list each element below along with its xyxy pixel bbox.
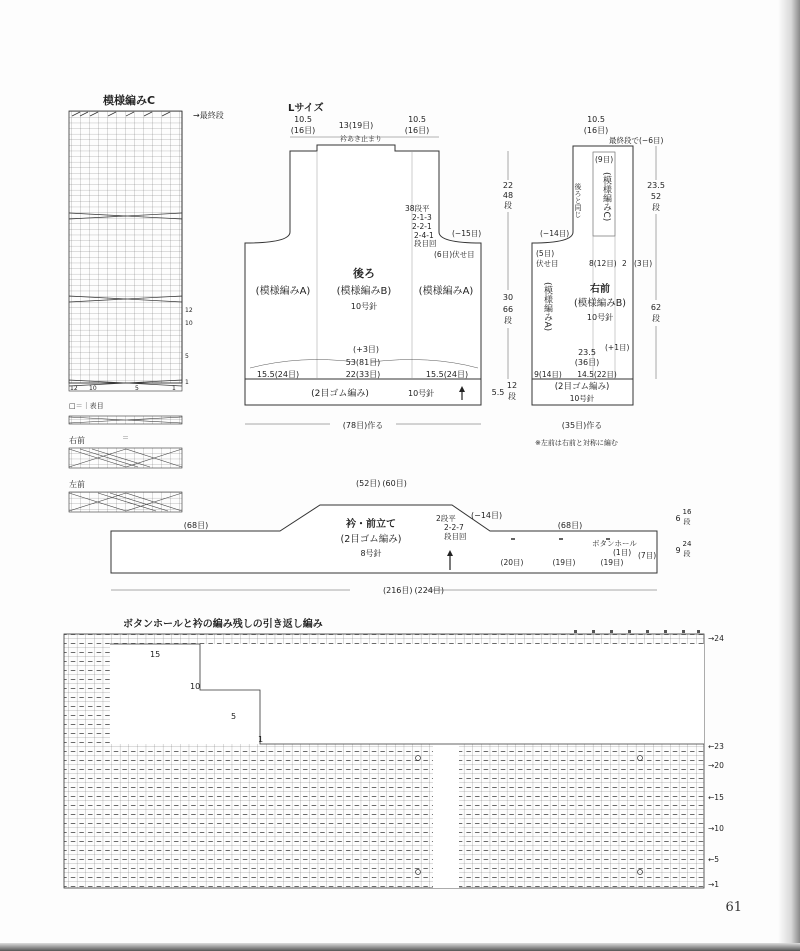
rf-shoulder: 10.5	[587, 115, 605, 124]
step-15: 15	[150, 650, 161, 659]
back-neck: 13(19目)	[338, 121, 374, 130]
collar-minus14: (−14目)	[471, 511, 503, 520]
collar-h1: 6	[675, 514, 681, 523]
collar-rows-2: 段目回	[444, 532, 467, 541]
row-23: ←23	[708, 742, 724, 751]
back-shoulder-l-st: (16目)	[290, 126, 316, 135]
rf-st3: (3目)	[634, 259, 653, 268]
rf-w2: 9(14目)	[534, 370, 562, 379]
pattern-c-title: 模様編みC	[103, 94, 156, 107]
collar-rib: (2目ゴム編み)	[340, 534, 402, 545]
collar-b20: (20目)	[500, 558, 524, 567]
rf-rib: (2目ゴム編み)	[554, 382, 610, 392]
rf-w3: 14.5(22目)	[577, 370, 617, 379]
row-5: ←5	[708, 855, 720, 864]
back-h3-unit: 段	[508, 392, 516, 401]
step-10: 10	[190, 682, 201, 691]
step-5: 5	[231, 712, 237, 721]
col-num-5: 5	[135, 385, 139, 392]
rf-note: ※左前は右前と対称に編む	[535, 439, 618, 447]
rf-same-as-back: 後ろと同じ	[574, 183, 582, 218]
right-front-label: 右前	[69, 436, 85, 445]
back-total: (78目)作る	[342, 421, 384, 430]
back-inc: (+3目)	[353, 345, 380, 354]
back-piece-outline	[245, 145, 481, 379]
collar-h1-unit: 段	[683, 518, 691, 526]
rf-rib-needle: 10号針	[569, 394, 595, 403]
row-20: →20	[708, 761, 724, 770]
rf-pattern-a: (模様編みA)	[542, 282, 552, 332]
back-h2-rows: 66	[502, 305, 514, 314]
collar-h2-unit: 段	[683, 550, 691, 558]
rf-shoulder-st: (16目)	[583, 126, 609, 135]
pattern-c-last-row: →最終段	[193, 111, 224, 120]
pattern-c-grid	[69, 111, 182, 383]
rf-bind-word: 伏せ目	[536, 259, 559, 268]
rf-nine: (9目)	[595, 155, 614, 164]
collar-seven: (7目)	[638, 551, 657, 560]
col-num-1: 1	[172, 385, 176, 392]
rf-title: 右前	[590, 284, 610, 295]
back-pattern-b: (模様編みB)	[336, 286, 392, 297]
back-mid1: 53(81目)	[345, 358, 381, 367]
collar-right: (68目)	[557, 521, 583, 530]
page-binding-shadow	[778, 0, 800, 951]
rf-h1-rows: 52	[650, 192, 662, 201]
back-h1-unit: 段	[504, 201, 512, 210]
rf-needle: 10号針	[586, 313, 614, 322]
rf-plus1: (+1目)	[605, 343, 630, 352]
row-10: →10	[708, 824, 724, 833]
equals-sign: ＝	[122, 434, 129, 442]
rf-minus14: (−14目)	[540, 229, 570, 238]
back-side-r: 15.5(24目)	[425, 370, 469, 379]
back-bind-off2: (6目)伏せ目	[434, 250, 475, 259]
collar-b19a: (19目)	[552, 558, 576, 567]
rf-h2-rows: 62	[650, 303, 662, 312]
collar-opening: 衿あき止まり	[340, 135, 382, 143]
back-dec-3: 2-4-1	[414, 231, 434, 240]
rf-five-bind: (5目)	[536, 249, 555, 258]
back-side-l: 15.5(24目)	[256, 370, 300, 379]
back-shoulder-r: 10.5	[408, 115, 426, 124]
rf-h1: 23.5	[647, 181, 665, 190]
back-h1: 22	[502, 181, 514, 190]
back-dec-1: 2-1-3	[412, 213, 432, 222]
row-num-5: 5	[185, 353, 189, 360]
page-number: 61	[725, 900, 742, 915]
back-h2-unit: 段	[504, 316, 512, 325]
page-bottom-edge	[0, 943, 800, 951]
collar-h2-rows: 24	[682, 540, 692, 548]
rf-last-row-dec: 最終段で(−6目)	[609, 136, 664, 145]
collar-total: (216目) (224目)	[383, 586, 445, 595]
collar-h2: 9	[675, 546, 681, 555]
back-shoulder-r-st: (16目)	[404, 126, 430, 135]
row-num-1: 1	[185, 379, 189, 386]
back-dec-4: 段目回	[414, 239, 437, 248]
collar-title: 衿・前立て	[346, 519, 396, 530]
back-h1-rows: 48	[502, 191, 514, 200]
rf-total: (35目)作る	[561, 421, 603, 430]
rf-pattern-b: (模様編みB)	[574, 298, 626, 309]
chart2-rows	[708, 634, 724, 889]
back-h2: 30	[502, 293, 514, 302]
row-1: →1	[708, 880, 720, 889]
collar-left: (68目)	[183, 521, 209, 530]
back-h3-rows: 12	[506, 381, 518, 390]
rf-w1-st: (36目)	[574, 358, 600, 367]
back-h3: 5.5	[491, 388, 505, 397]
collar-rows-0: 2段平	[436, 514, 456, 523]
back-rib-needle: 10号針	[408, 389, 435, 398]
collar-needle: 8号針	[360, 549, 382, 558]
bind-off-marks	[574, 630, 700, 633]
row-15: ←15	[708, 793, 724, 802]
step-1: 1	[258, 735, 264, 744]
row-num-10: 10	[185, 320, 193, 327]
collar-buttonhole: ボタンホール	[592, 539, 637, 548]
rf-st8: 8(12目)	[589, 259, 617, 268]
back-bind-off: (−15目)	[452, 229, 482, 238]
rf-pattern-c: (模様編みC)	[601, 172, 611, 222]
row-24: →24	[708, 634, 724, 643]
rf-w1: 23.5	[578, 348, 596, 357]
collar-b19b: (19目)	[600, 558, 624, 567]
col-num-10: 10	[89, 385, 97, 392]
rf-h1-unit: 段	[652, 203, 660, 212]
back-dec-0: 38段平	[405, 204, 430, 213]
collar-top: (52目) (60目)	[356, 479, 407, 488]
collar-h1-rows: 16	[682, 508, 692, 516]
back-pattern-a-l: (模様編みA)	[255, 286, 311, 297]
collar-one: (1目)	[613, 548, 632, 557]
back-pattern-a-r: (模様編みA)	[418, 286, 474, 297]
back-dec-2: 2-2-1	[412, 222, 432, 231]
legend-symbol: □＝｜表目	[69, 402, 104, 410]
back-needle: 10号針	[350, 302, 378, 311]
left-front-label: 左前	[69, 480, 85, 489]
collar-rows-1: 2-2-7	[444, 523, 464, 532]
size-label: Lサイズ	[288, 103, 324, 114]
rf-st2: 2	[622, 259, 627, 268]
back-title: 後ろ	[353, 267, 375, 280]
back-rib-label: (2目ゴム編み)	[311, 389, 369, 399]
chart2-title: ボタンホールと衿の編み残しの引き返し編み	[123, 619, 323, 630]
rf-h2-unit: 段	[652, 314, 660, 323]
row-num-12: 12	[185, 307, 193, 314]
col-num-12: 12	[70, 385, 78, 392]
back-mid2: 22(33目)	[345, 370, 381, 379]
back-shoulder-l: 10.5	[294, 115, 312, 124]
